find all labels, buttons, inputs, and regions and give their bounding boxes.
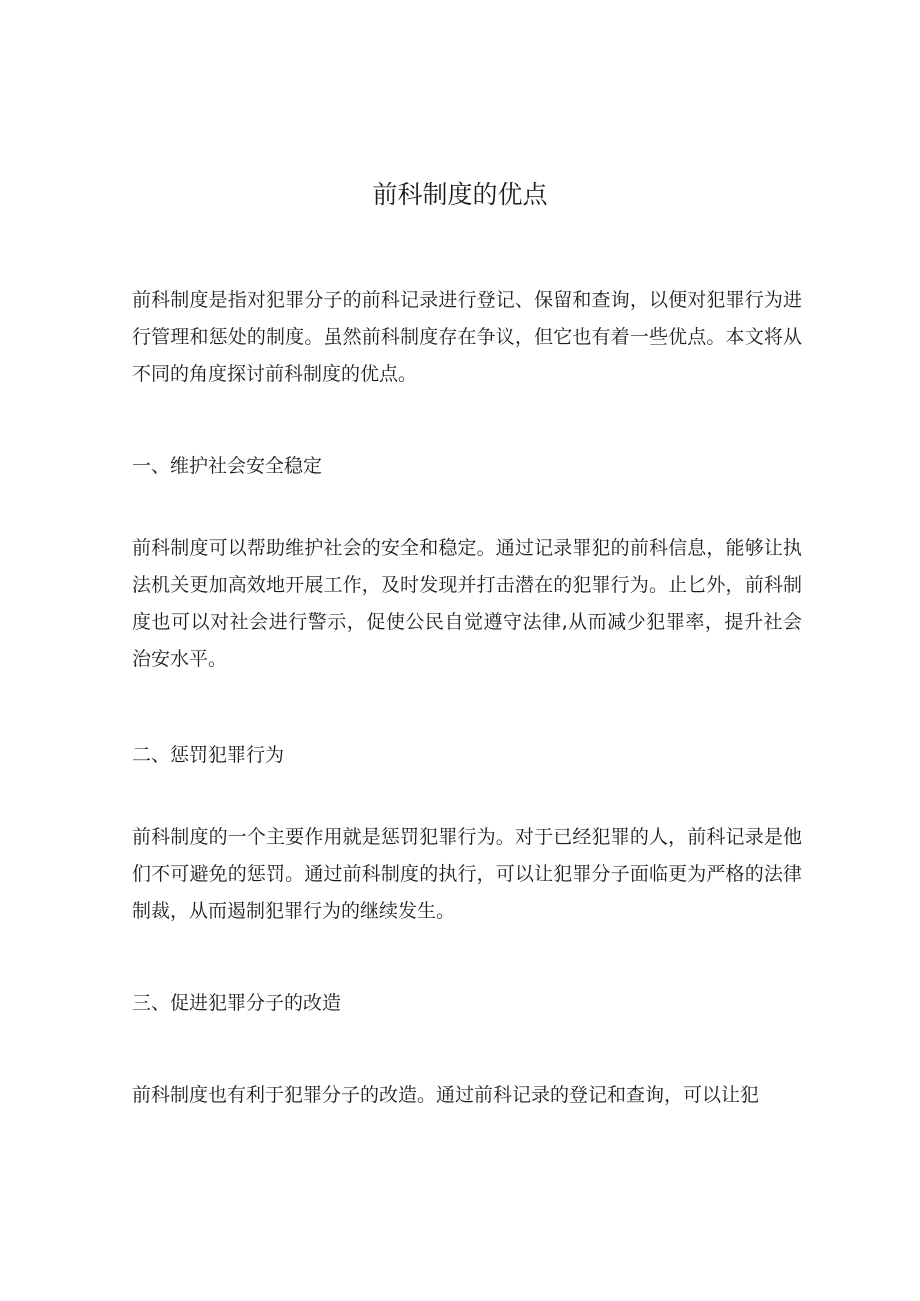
section-body-1: 前科制度可以帮助维护社会的安全和稳定。通过记录罪犯的前科信息，能够让执法机关更加高效地开展工作，及时发现并打击潜在的犯罪行为。止匕外，前科制度也可以对社会进行警示，促使公民自觉遵守法律,从而减少犯罪率，提升社会治安水平。 [132,537,802,670]
section-body-3: 前科制度也有利于犯罪分子的改造。通过前科记录的登记和查询，可以让犯 [132,1084,760,1106]
section-body-2: 前科制度的一个主要作用就是惩罚犯罪行为。对于已经犯罪的人，前科记录是他们不可避免的惩罚。通过前科制度的执行，可以让犯罪分子面临更为严格的法律制裁，从而遏制犯罪行为的继续发生。 [132,826,802,922]
intro-paragraph: 前科制度是指对犯罪分子的前科记录进行登记、保留和查询，以便对犯罪行为进行管理和惩处的制度。虽然前科制度存在争议，但它也有着一些优点。本文将从不同的角度探讨前科制度的优点。 [132,289,802,385]
section-heading-1: 一、维护社会安全稳定 [132,455,323,477]
section-heading-2: 二、惩罚犯罪行为 [132,744,285,766]
document-title: 前科制度的优点 [372,180,548,209]
section-heading-3: 三、促进犯罪分子的改造 [132,992,342,1014]
